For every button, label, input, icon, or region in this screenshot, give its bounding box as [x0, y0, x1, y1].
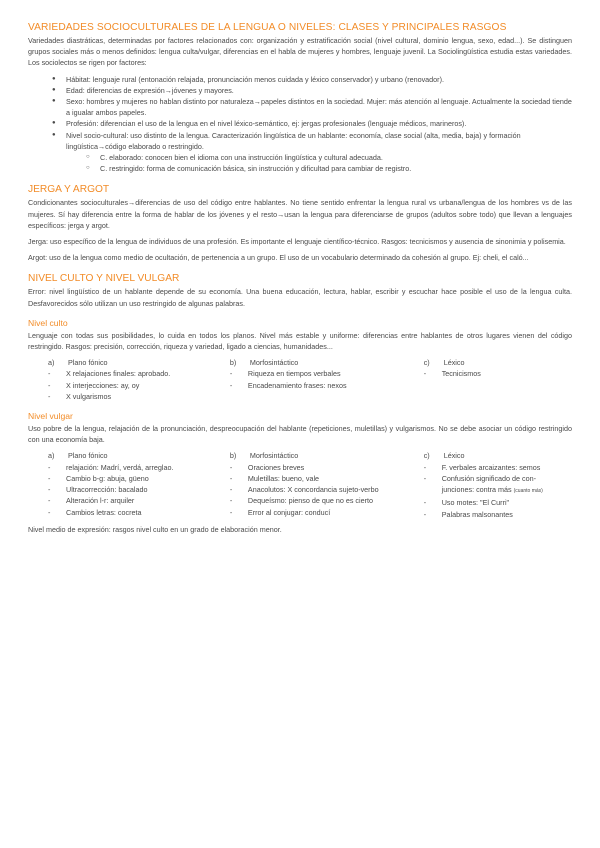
column-morfosintactico [230, 357, 424, 402]
list-item: - F. verbales arcaizantes: semos [423, 462, 541, 472]
list-item: - relajación: Madrí, verdá, arreglao. [48, 462, 174, 472]
column-heading: Plano fónico [68, 358, 108, 368]
subsection-title-culto: Nivel culto [28, 317, 68, 328]
list-item: ○ C. restringido: forma de comunicación básica, sin instrucción y dificultad para cambiar de registro. [86, 163, 572, 174]
list-item: ○ C. elaborado: conocen bien el idioma con una instrucción lingüística y cultural adecuada. [86, 152, 572, 163]
column-letter: b) [229, 451, 237, 461]
paragraph: Uso pobre de la lengua, relajación de la pronunciación, despreocupación del hablante (repeticiones, muletillas) y vulgarismos. No se debe asociar un código restringido con una economía baja. [28, 424, 572, 445]
list-item: - Ultracorrección: bacalado [48, 485, 148, 495]
list-item: - Dequeísmo: pienso de que no es cierto [229, 496, 373, 506]
column-heading: Plano fónico [68, 451, 108, 461]
list-item: - Cambio b-g: abuja, güeno [48, 473, 149, 483]
list-item: - Cambios letras: cocreta [48, 507, 142, 517]
column-letter: a) [48, 358, 55, 368]
list-item: - X vulgarismos [48, 391, 112, 401]
closing-paragraph: Nivel medio de expresión: rasgos nivel culto en un grado de elaboración menor. [28, 524, 282, 534]
column-lexico [424, 357, 572, 402]
column-letter: a) [48, 451, 55, 461]
paragraph: Condicionantes socioculturales→diferencias de uso del código entre hablantes. No tiene sentido enfrentar la lengua rural vs urbana/lengua de los hombres vs de las mujeres. Sí hay diferencia entre la forma de hablar de los jóvenes y el resto→usan la lengua para diferenciarse de grupos (adultos sobre todo) que llevan a lenguajes específicos: jerga y argot. [28, 198, 572, 230]
paragraph: Error: nivel lingüístico de un hablante depende de su economía. Una buena educación, lectura, hablar, escribir y escuchar hace posible el uso de la lengua culta. Desfavorecidos sólo utilizan un uso restringido de algunas palabras. [28, 287, 572, 308]
list-item: - X interjecciones: ay, oy [48, 380, 140, 390]
list-item: - Palabras malsonantes [423, 509, 513, 519]
column-lexico [424, 450, 572, 519]
list-item: - Encadenamiento frases: nexos [229, 380, 347, 390]
column-letter: c) [423, 451, 430, 461]
column-fonico [28, 450, 230, 519]
paragraph: Argot: uso de la lengua como medio de ocultación, de pertenencia a un grupo. El uso de un vocabulario determinado da cohesión al grupo. Ej: cheli, el caló... [28, 253, 529, 263]
column-letter: c) [423, 358, 430, 368]
list-item: - Muletillas: bueno, vale [229, 473, 320, 483]
section-title-variedades: VARIEDADES SOCIOCULTURALES DE LA LENGUA O NIVELES: CLASES Y PRINCIPALES RASGOS [28, 22, 507, 33]
paragraph: Jerga: uso específico de la lengua de individuos de una profesión. Es importante el lenguaje científico-técnico. Rasgos: tecnicismos y ausencia de sinonimia y polisemia. [28, 237, 566, 247]
list-item-text: Nivel socio-cultural: uso distinto de la lengua. Caracterización lingüística de un hablante: economía, clase social (alta, media, baja) y formación lingüística→código elaborado o restringido. [66, 130, 521, 151]
column-heading: Morfosintáctico [249, 358, 299, 368]
list-item: - Uso motes: "El Curri" [423, 498, 510, 508]
list-item: ● Profesión: diferencian el uso de la lengua en el nivel léxico-semántico, ej: jergas profesionales (lenguaje médicos, marineros). [52, 118, 572, 129]
list-item: - X relajaciones finales: aprobado. [48, 369, 171, 379]
culto-columns [28, 357, 572, 402]
list-item: ● Sexo: hombres y mujeres no hablan distinto por naturaleza→papeles distintos en la sociedad. Mujer: más atención al lenguaje. Actualmente la sociedad tiende a igualar ambos papeles. [52, 96, 572, 118]
vulgar-columns [28, 450, 572, 519]
list-item: - Error al conjugar: conducí [229, 507, 331, 517]
column-fonico [28, 357, 230, 402]
list-item: - Riqueza en tiempos verbales [229, 369, 341, 379]
list-item [52, 130, 572, 175]
intro-paragraph: Variedades diastráticas, determinadas por factores relacionados con: organización y estratificación social (nivel cultural, dominio lengua, sexo, edad...). Se distinguen grupos sociales más o menos definidos: lengua culta/vulgar, diferencias en el habla de mujeres y hombres, lenguaje juvenil. La Sociolingüística estudia estas variedades. Los sociolectos se rigen por factores: [28, 36, 572, 68]
column-heading: Léxico [443, 451, 465, 461]
column-heading: Léxico [443, 358, 465, 368]
section-title-jerga: JERGA Y ARGOT [28, 184, 110, 196]
list-item: ● Hábitat: lenguaje rural (entonación relajada, pronunciación menos cuidada y léxico conservador) y urbano (renovador). [52, 74, 572, 85]
column-morfosintactico [230, 450, 424, 519]
list-item: - Oraciones breves [229, 462, 305, 472]
list-item: - Anacolutos: X concordancia sujeto-verbo [229, 485, 379, 495]
column-letter: b) [229, 358, 237, 368]
code-sublist [66, 152, 572, 174]
subsection-title-vulgar: Nivel vulgar [28, 411, 73, 422]
paragraph: Lenguaje con todas sus posibilidades, lo cuida en todos los planos. Nivel más estable y uniforme: diferencias entre hablantes de otros lugares vienen del código restringido. Rasgos: precisión, corrección, riqueza y variedad, ligado a ciencias, humanidades... [28, 330, 572, 352]
list-item: ● Edad: diferencias de expresión→jóvenes y mayores. [52, 85, 572, 96]
factors-list [28, 74, 572, 175]
list-item: - Alteración l-r: arquiler [48, 496, 135, 506]
section-title-niveles: NIVEL CULTO Y NIVEL VULGAR [28, 273, 180, 285]
list-item: - Tecnicismos [423, 369, 481, 379]
column-heading: Morfosintáctico [249, 451, 299, 461]
list-item: - Confusión significado de con- junciones: contra más (cuanto más) [423, 473, 543, 495]
